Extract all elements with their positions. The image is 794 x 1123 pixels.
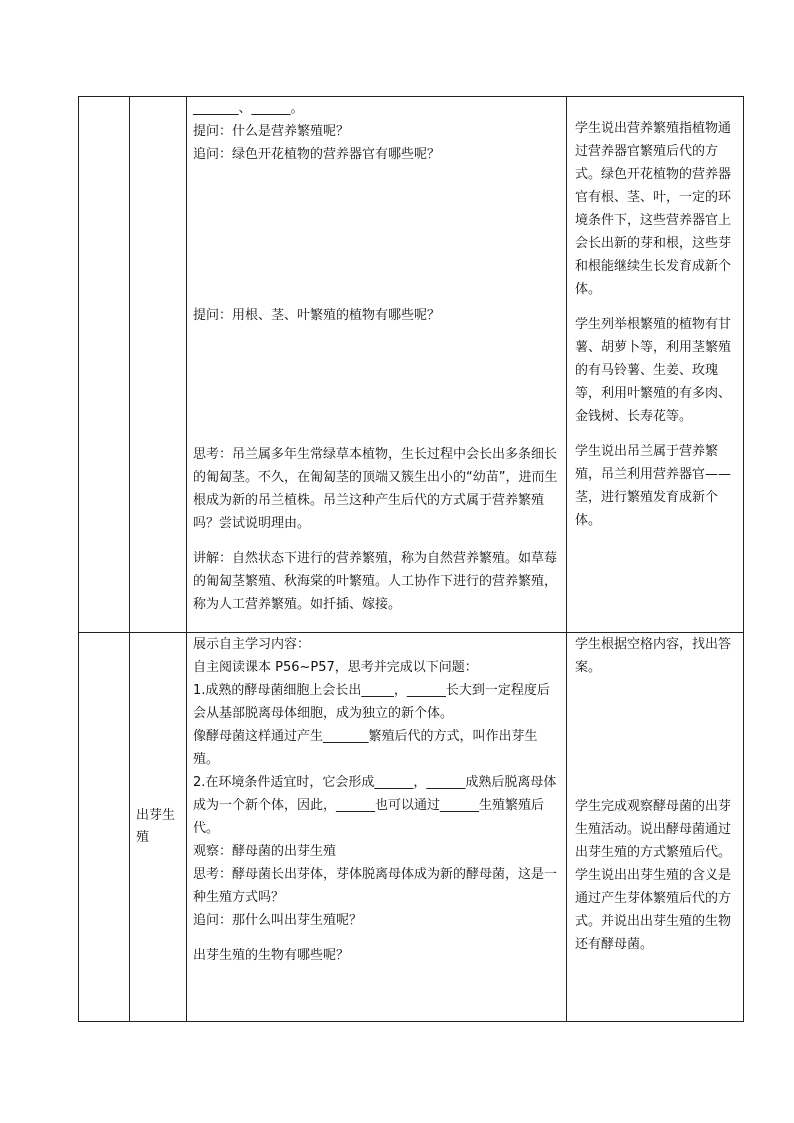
table-row	[79, 97, 744, 633]
observation-yeast: 观察：酵母菌的出芽生殖	[193, 844, 337, 859]
lecture-natural-artificial: 讲解：自然状态下进行的营养繁殖，称为自然营养繁殖。如草莓的匍匐茎繁殖、秋海棠的叶繁殖。人工协作下进行的营养繁殖，称为人工营养繁殖。如扦插、嫁接。	[193, 551, 558, 612]
self-study-title: 展示自主学习内容：	[193, 637, 311, 652]
stage-cell	[79, 97, 130, 633]
table-row	[79, 633, 744, 1022]
question-1: 1.成熟的酵母菌细胞上会长出_____，______长大到一定程度后会从基部脱离母体细胞，成为独立的新个体。	[193, 683, 550, 721]
student-answer-budding: 学生说出出芽生殖的含义是通过产生芽体繁殖后代的方式。并说出出芽生殖的生物还有酵母菌。	[575, 868, 732, 952]
question-what-is-budding: 追问：那什么叫出芽生殖呢？	[193, 913, 363, 928]
student-answer-blanks: 学生根据空格内容，找出答案。	[575, 637, 732, 675]
student-activity-cell	[567, 97, 744, 633]
question-root-stem-leaf: 提问：用根、茎、叶繁殖的植物有哪些呢？	[193, 308, 441, 323]
student-activity-cell	[567, 633, 744, 1022]
question-budding-definition: 像酵母菌这样通过产生_______繁殖后代的方式，叫作出芽生殖。	[193, 729, 538, 767]
teacher-activity-cell	[187, 633, 567, 1022]
topic-cell	[130, 97, 187, 633]
student-answer-observation: 学生完成观察酵母菌的出芽生殖活动。说出酵母菌通过出芽生殖的方式繁殖后代。	[575, 799, 732, 860]
thinking-spider-plant: 思考：吊兰属多年生常绿草本植物，生长过程中会长出多条细长的匍匐茎。不久，在匍匐茎的顶端又簇生出小的“幼苗”，进而生根成为新的吊兰植株。吊兰这种产生后代的方式属于营养繁殖吗？尝试说明理由。	[193, 447, 558, 531]
thinking-yeast: 思考：酵母菌长出芽体，芽体脱离母体成为新的酵母菌，这是一种生殖方式吗？	[193, 867, 558, 905]
blank-line: _______、______。	[193, 101, 304, 116]
reading-instruction: 自主阅读课本 P56~P57，思考并完成以下问题：	[193, 660, 478, 675]
question-2: 2.在环境条件适宜时，它会形成______，______成熟后脱离母体成为一个新个体，因此，______也可以通过______生殖繁殖后代。	[193, 775, 557, 836]
student-answer-definition: 学生说出营养繁殖指植物通过营养器官繁殖后代的方式。绿色开花植物的营养器官有根、茎、叶，一定的环境条件下，这些营养器官上会长出新的芽和根，这些芽和根能继续生长发育成新个体。	[575, 121, 732, 297]
student-answer-spider-plant: 学生说出吊兰属于营养繁殖，吊兰利用营养器官——茎，进行繁殖发育成新个体。	[575, 444, 732, 528]
topic-label-budding: 出芽生殖	[130, 633, 187, 1022]
lesson-table	[78, 96, 744, 1022]
question-what-is-vegetative: 提问：什么是营养繁殖呢？	[193, 124, 350, 139]
teacher-activity-cell	[187, 97, 567, 633]
student-answer-examples: 学生列举根繁殖的植物有甘薯、胡萝卜等，利用茎繁殖的有马铃薯、生姜、玫瑰等，利用叶繁殖的有多肉、金钱树、长寿花等。	[575, 317, 732, 424]
question-budding-organisms: 出芽生殖的生物有哪些呢？	[193, 948, 350, 963]
question-vegetative-organs: 追问：绿色开花植物的营养器官有哪些呢？	[193, 147, 441, 162]
stage-cell	[79, 633, 130, 1022]
